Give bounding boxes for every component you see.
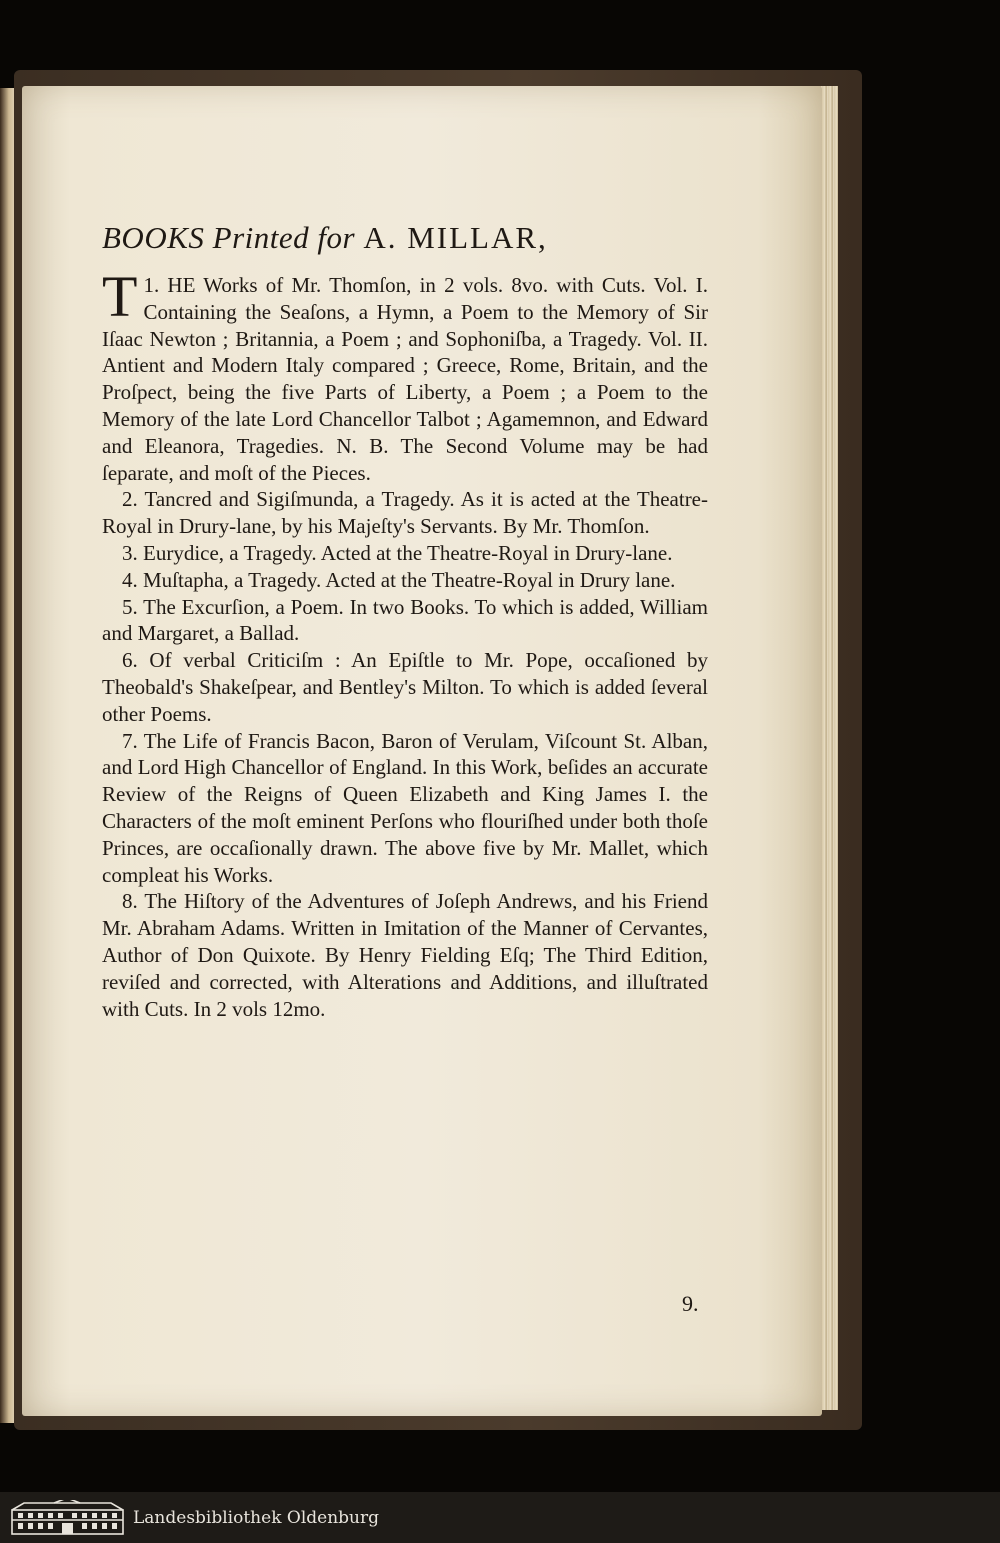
drop-cap: T [102,264,138,329]
footer-library-name: Landesbibliothek Oldenburg [133,1507,380,1528]
heading-italic: BOOKS Printed for [102,220,356,255]
library-building-icon [10,1500,125,1536]
page-heading [102,218,708,258]
list-item: 3. Eurydice, a Tragedy. Acted at the Theatre-Royal in Drury-lane. [122,540,673,565]
heading-publisher: A. MILLAR, [363,220,548,255]
list-item: 4. Muſtapha, a Tragedy. Acted at the Theatre-Royal in Drury lane. [122,567,676,592]
list-item: 7. The Life of Francis Bacon, Baron of Verulam, Viſcount St. Alban, and Lord High Chancellor of England. In this Work, beſides an accurate Review of the Reigns of Queen Elizabeth and King James I. the Characters of the moſt eminent Perſons who flouriſhed under both thoſe Princes, are occaſionally drawn. The above five by Mr. Mallet, which compleat his Works. [102,728,708,887]
book-list [102,264,708,1022]
footer-bar [0,1492,1000,1543]
list-item-text: 1. HE Works of Mr. Thomſon, in 2 vols. 8vo. with Cuts. Vol. I. Containing the Seaſons, a Hymn, a Poem to the Memory of Sir Iſaac Newton ; Britannia, a Poem ; and Sophoniſba, a Tragedy. Vol. II. Antient and Modern Italy compared ; Greece, Rome, Britain, and the Proſpect, being the five Parts of Liberty, a Poem ; a Poem to the Memory of the late Lord Chancellor Talbot ; Agamemnon, and Edward and Eleanora, Tragedies. N. B. The Second Volume may be had ſeparate, and moſt of the Pieces. [102,273,708,485]
list-item: 6. Of verbal Criticiſm : An Epiſtle to Mr. Pope, occaſioned by Theobald's Shakeſpear, and Bentley's Milton. To which is added ſeveral other Poems. [102,648,708,726]
page-text-block [102,218,708,1022]
list-item [102,264,708,486]
list-item: 8. The Hiſtory of the Adventures of Joſeph Andrews, and his Friend Mr. Abraham Adams. Written in Imitation of the Manner of Cervantes, Author of Don Quixote. By Henry Fielding Eſq; The Third Edition, reviſed and corrected, with Alterations and Additions, and illuſtrated with Cuts. In 2 vols 12mo. [102,889,708,1021]
list-item: 5. The Excurſion, a Poem. In two Books. To which is added, William and Margaret, a Ballad. [102,594,708,646]
list-item: 2. Tancred and Sigiſmunda, a Tragedy. As it is acted at the Theatre-Royal in Drury-lane, by his Majeſty's Servants. By Mr. Thomſon. [102,487,708,539]
book-page [22,86,822,1416]
catchword: 9. [682,1291,699,1316]
